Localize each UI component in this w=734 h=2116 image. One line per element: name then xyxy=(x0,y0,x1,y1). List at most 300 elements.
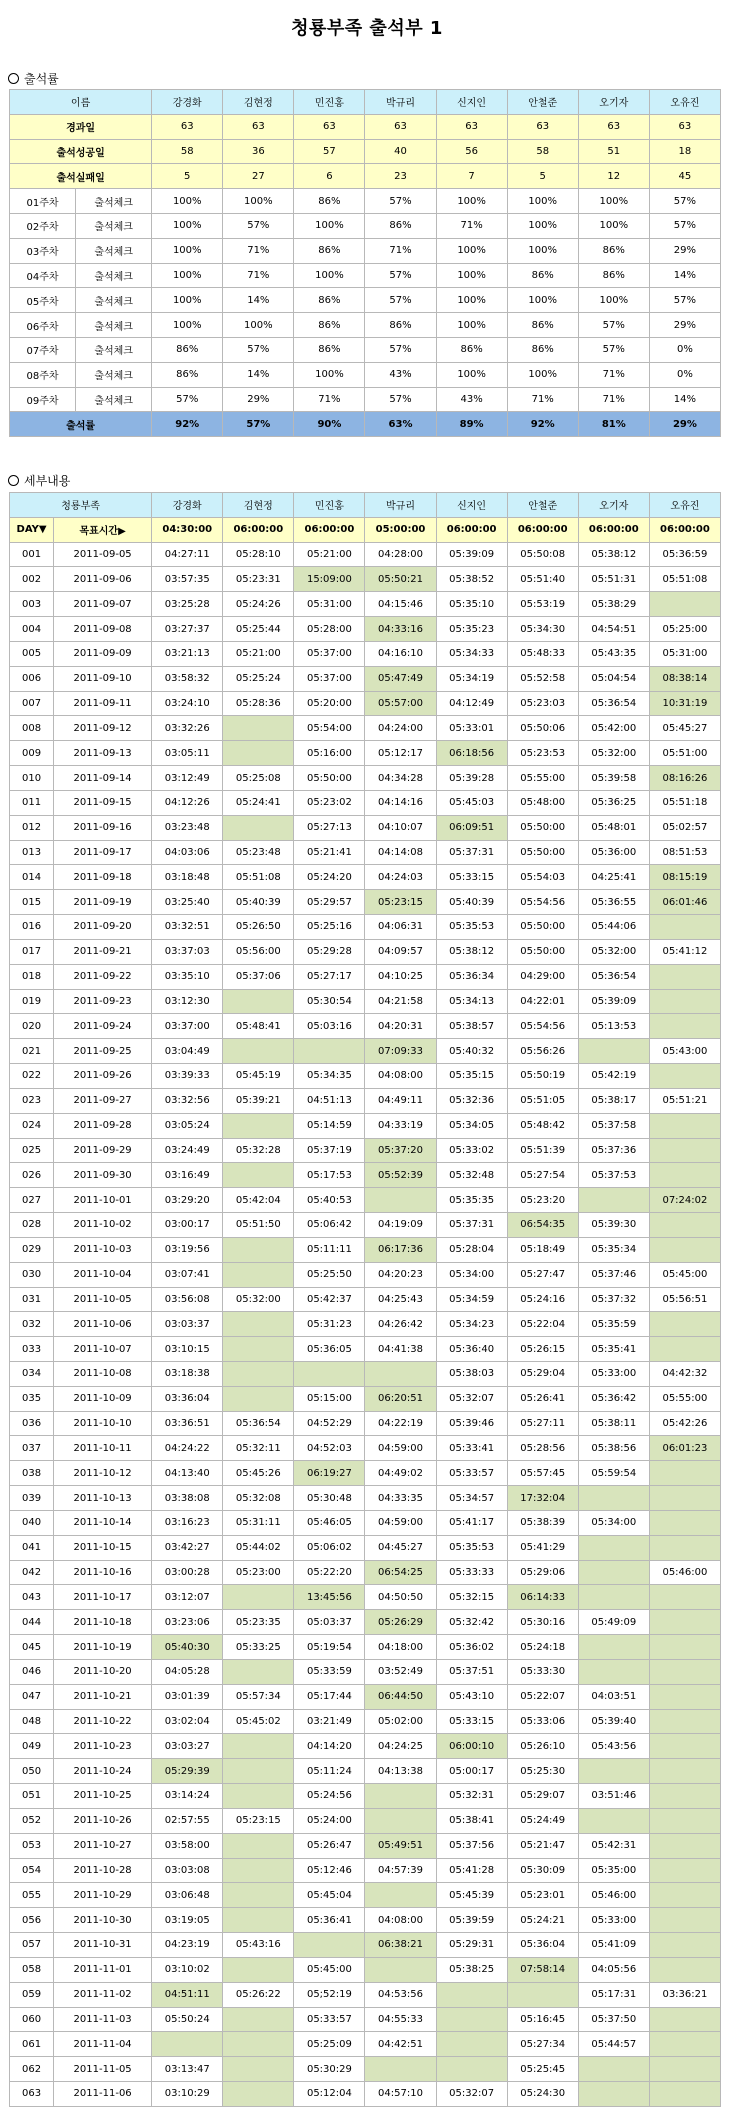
checkin-time-cell: 05:31:00 xyxy=(649,641,720,666)
checkin-time-cell: 05:37:58 xyxy=(578,1113,649,1138)
summary-row xyxy=(10,164,721,189)
summary-value: 58 xyxy=(152,139,223,164)
day-row xyxy=(10,1088,721,1113)
week-label: 02주차 xyxy=(10,213,76,238)
week-rate-value: 86% xyxy=(152,362,223,387)
day-row xyxy=(10,1287,721,1312)
checkin-time-cell: 05:28:56 xyxy=(507,1436,578,1461)
week-rate-value: 86% xyxy=(507,263,578,288)
day-number: 038 xyxy=(10,1461,54,1486)
day-number: 008 xyxy=(10,716,54,741)
day-number: 035 xyxy=(10,1386,54,1411)
late-time-cell xyxy=(223,1957,294,1982)
check-label: 출석체크 xyxy=(76,288,152,313)
week-rate-value: 100% xyxy=(507,362,578,387)
day-row xyxy=(10,1734,721,1759)
day-date: 2011-10-19 xyxy=(54,1635,152,1660)
late-time-cell xyxy=(223,716,294,741)
checkin-time-cell: 05:56:26 xyxy=(507,1039,578,1064)
checkin-time-cell: 05:40:39 xyxy=(223,890,294,915)
day-date: 2011-09-13 xyxy=(54,741,152,766)
checkin-time-cell: 05:37:56 xyxy=(436,1833,507,1858)
day-number: 039 xyxy=(10,1486,54,1511)
week-rate-value: 57% xyxy=(578,337,649,362)
day-row xyxy=(10,989,721,1014)
checkin-time-cell: 05:45:00 xyxy=(649,1262,720,1287)
week-rate-value: 86% xyxy=(365,213,436,238)
checkin-time-cell: 05:34:33 xyxy=(436,641,507,666)
late-time-cell xyxy=(223,1858,294,1883)
checkin-time-cell: 03:00:28 xyxy=(152,1560,223,1585)
checkin-time-cell: 05:50:00 xyxy=(507,815,578,840)
late-time-cell xyxy=(649,1138,720,1163)
checkin-time-cell: 05:23:02 xyxy=(294,790,365,815)
late-time-cell xyxy=(578,1039,649,1064)
day-date: 2011-10-13 xyxy=(54,1486,152,1511)
checkin-time-cell: 05:34:05 xyxy=(436,1113,507,1138)
day-row xyxy=(10,1411,721,1436)
late-time-cell xyxy=(649,2057,720,2082)
week-rate-value: 100% xyxy=(507,213,578,238)
checkin-time-cell: 05:32:00 xyxy=(578,939,649,964)
week-rate-value: 0% xyxy=(649,337,720,362)
checkin-time-cell: 05:40:53 xyxy=(294,1188,365,1213)
week-rate-value: 100% xyxy=(436,189,507,214)
day-date: 2011-09-22 xyxy=(54,964,152,989)
checkin-time-cell: 05:54:00 xyxy=(294,716,365,741)
checkin-time-cell: 03:57:35 xyxy=(152,567,223,592)
week-rate-value: 57% xyxy=(365,288,436,313)
day-row xyxy=(10,1163,721,1188)
week-rate-value: 100% xyxy=(507,288,578,313)
checkin-time-cell: 03:19:05 xyxy=(152,1908,223,1933)
week-rate-value: 71% xyxy=(365,238,436,263)
week-rate-value: 57% xyxy=(649,213,720,238)
checkin-time-cell: 05:17:31 xyxy=(578,1982,649,2007)
checkin-time-cell: 05:24:41 xyxy=(223,790,294,815)
checkin-time-cell: 05:32:31 xyxy=(436,1784,507,1809)
week-rate-value: 57% xyxy=(365,387,436,412)
checkin-time-cell: 03:04:49 xyxy=(152,1039,223,1064)
checkin-time-cell: 05:24:49 xyxy=(507,1808,578,1833)
summary-value: 63 xyxy=(507,114,578,139)
checkin-time-cell: 05:36:25 xyxy=(578,790,649,815)
checkin-time-cell: 05:33:41 xyxy=(436,1436,507,1461)
checkin-time-cell: 05:06:02 xyxy=(294,1535,365,1560)
summary-row xyxy=(10,139,721,164)
total-rate-value: 81% xyxy=(578,412,649,437)
checkin-time-cell: 05:27:17 xyxy=(294,964,365,989)
late-time-cell xyxy=(649,1585,720,1610)
day-number: 013 xyxy=(10,840,54,865)
checkin-time-cell: 04:21:58 xyxy=(365,989,436,1014)
day-number: 012 xyxy=(10,815,54,840)
checkin-time-cell: 05:33:57 xyxy=(436,1461,507,1486)
checkin-time-cell: 05:29:31 xyxy=(436,1933,507,1958)
late-time-cell xyxy=(223,1163,294,1188)
checkin-time-cell: 05:12:17 xyxy=(365,741,436,766)
late-time-cell xyxy=(649,1908,720,1933)
day-row xyxy=(10,1709,721,1734)
checkin-time-cell: 05:25:50 xyxy=(294,1262,365,1287)
day-date: 2011-10-08 xyxy=(54,1361,152,1386)
day-number: 041 xyxy=(10,1535,54,1560)
checkin-time-cell: 05:38:57 xyxy=(436,1014,507,1039)
checkin-time-cell: 05:14:59 xyxy=(294,1113,365,1138)
checkin-time-cell: 05:29:07 xyxy=(507,1784,578,1809)
late-time-cell xyxy=(223,989,294,1014)
day-row xyxy=(10,1312,721,1337)
checkin-time-cell: 05:36:04 xyxy=(507,1933,578,1958)
checkin-time-cell: 03:29:20 xyxy=(152,1188,223,1213)
day-date: 2011-09-06 xyxy=(54,567,152,592)
late-time-cell xyxy=(649,1858,720,1883)
checkin-time-cell: 03:12:49 xyxy=(152,766,223,791)
check-label: 출석체크 xyxy=(76,263,152,288)
checkin-time-cell: 05:41:12 xyxy=(649,939,720,964)
checkin-time-cell: 03:36:04 xyxy=(152,1386,223,1411)
day-number: 036 xyxy=(10,1411,54,1436)
late-time-cell xyxy=(223,2007,294,2032)
day-row xyxy=(10,2007,721,2032)
late-time-cell: 06:19:27 xyxy=(294,1461,365,1486)
late-time-cell: 05:26:29 xyxy=(365,1610,436,1635)
late-time-cell xyxy=(649,1237,720,1262)
day-number: 021 xyxy=(10,1039,54,1064)
checkin-time-cell: 05:43:35 xyxy=(578,641,649,666)
checkin-time-cell: 05:50:00 xyxy=(507,915,578,940)
checkin-time-cell: 05:38:39 xyxy=(507,1510,578,1535)
checkin-time-cell: 05:50:19 xyxy=(507,1064,578,1089)
checkin-time-cell: 05:39:28 xyxy=(436,766,507,791)
day-row xyxy=(10,2057,721,2082)
late-time-cell xyxy=(649,1933,720,1958)
week-rate-value: 100% xyxy=(152,189,223,214)
checkin-time-cell: 05:23:00 xyxy=(223,1560,294,1585)
day-date: 2011-09-25 xyxy=(54,1039,152,1064)
checkin-time-cell: 05:33:59 xyxy=(294,1659,365,1684)
day-number: 040 xyxy=(10,1510,54,1535)
checkin-time-cell: 04:52:29 xyxy=(294,1411,365,1436)
checkin-time-cell: 05:36:59 xyxy=(649,542,720,567)
day-number: 006 xyxy=(10,666,54,691)
checkin-time-cell: 05:31:23 xyxy=(294,1312,365,1337)
late-time-cell: 06:00:10 xyxy=(436,1734,507,1759)
day-number: 010 xyxy=(10,766,54,791)
checkin-time-cell: 05:35:41 xyxy=(578,1337,649,1362)
checkin-time-cell: 05:36:02 xyxy=(436,1635,507,1660)
late-time-cell xyxy=(649,1064,720,1089)
week-rate-value: 71% xyxy=(578,387,649,412)
checkin-time-cell: 05:15:00 xyxy=(294,1386,365,1411)
checkin-time-cell: 05:35:23 xyxy=(436,617,507,642)
day-date: 2011-09-29 xyxy=(54,1138,152,1163)
late-time-cell: 05:57:00 xyxy=(365,691,436,716)
member-name-header: 김현정 xyxy=(223,493,294,518)
week-rate-value: 57% xyxy=(365,263,436,288)
checkin-time-cell: 05:53:19 xyxy=(507,592,578,617)
day-date: 2011-10-31 xyxy=(54,1933,152,1958)
checkin-time-cell: 05:17:53 xyxy=(294,1163,365,1188)
checkin-time-cell: 05:30:16 xyxy=(507,1610,578,1635)
late-time-cell xyxy=(578,2057,649,2082)
checkin-time-cell: 05:41:28 xyxy=(436,1858,507,1883)
target-time-header: 목표시간▶ xyxy=(54,517,152,542)
day-date: 2011-09-23 xyxy=(54,989,152,1014)
checkin-time-cell: 05:32:00 xyxy=(578,741,649,766)
checkin-time-cell: 05:45:39 xyxy=(436,1883,507,1908)
checkin-time-cell: 04:06:31 xyxy=(365,915,436,940)
checkin-time-cell: 05:22:20 xyxy=(294,1560,365,1585)
summary-value: 58 xyxy=(507,139,578,164)
day-row xyxy=(10,1262,721,1287)
checkin-time-cell: 05:27:11 xyxy=(507,1411,578,1436)
late-time-cell: 07:09:33 xyxy=(365,1039,436,1064)
day-date: 2011-10-14 xyxy=(54,1510,152,1535)
checkin-time-cell: 05:28:00 xyxy=(294,617,365,642)
checkin-time-cell: 05:28:10 xyxy=(223,542,294,567)
late-time-cell xyxy=(649,989,720,1014)
checkin-time-cell: 05:35:10 xyxy=(436,592,507,617)
day-number: 022 xyxy=(10,1064,54,1089)
week-rate-value: 14% xyxy=(649,263,720,288)
week-label: 06주차 xyxy=(10,313,76,338)
late-time-cell xyxy=(649,2007,720,2032)
checkin-time-cell: 05:50:00 xyxy=(294,766,365,791)
summary-value: 40 xyxy=(365,139,436,164)
checkin-time-cell: 03:00:17 xyxy=(152,1213,223,1238)
member-name-header: 박규리 xyxy=(365,90,436,115)
day-row xyxy=(10,641,721,666)
late-time-cell xyxy=(294,1933,365,1958)
checkin-time-cell: 05:23:35 xyxy=(223,1610,294,1635)
week-rate-value: 100% xyxy=(436,238,507,263)
checkin-time-cell: 05:25:16 xyxy=(294,915,365,940)
late-time-cell xyxy=(649,964,720,989)
checkin-time-cell: 03:10:29 xyxy=(152,2082,223,2107)
day-date: 2011-10-06 xyxy=(54,1312,152,1337)
checkin-time-cell: 05:45:03 xyxy=(436,790,507,815)
checkin-time-cell: 05:32:07 xyxy=(436,1386,507,1411)
checkin-time-cell: 05:16:45 xyxy=(507,2007,578,2032)
checkin-time-cell: 05:48:42 xyxy=(507,1113,578,1138)
late-time-cell xyxy=(649,1759,720,1784)
late-time-cell xyxy=(223,1039,294,1064)
day-row xyxy=(10,1883,721,1908)
late-time-cell xyxy=(649,1957,720,1982)
checkin-time-cell: 05:33:00 xyxy=(578,1361,649,1386)
day-number: 051 xyxy=(10,1784,54,1809)
checkin-time-cell: 05:43:00 xyxy=(649,1039,720,1064)
week-row xyxy=(10,189,721,214)
member-name-header: 안철준 xyxy=(507,90,578,115)
checkin-time-cell: 05:45:19 xyxy=(223,1064,294,1089)
late-time-cell xyxy=(223,1908,294,1933)
week-rate-value: 57% xyxy=(365,337,436,362)
checkin-time-cell: 05:35:35 xyxy=(436,1188,507,1213)
checkin-time-cell: 05:37:36 xyxy=(578,1138,649,1163)
checkin-time-cell: 04:28:00 xyxy=(365,542,436,567)
checkin-time-cell: 05:32:48 xyxy=(436,1163,507,1188)
checkin-time-cell: 05:17:44 xyxy=(294,1684,365,1709)
checkin-time-cell: 05:33:33 xyxy=(436,1560,507,1585)
checkin-time-cell: 03:37:03 xyxy=(152,939,223,964)
day-number: 034 xyxy=(10,1361,54,1386)
checkin-time-cell: 03:25:28 xyxy=(152,592,223,617)
day-date: 2011-10-27 xyxy=(54,1833,152,1858)
checkin-time-cell: 05:30:29 xyxy=(294,2057,365,2082)
checkin-time-cell: 04:42:51 xyxy=(365,2032,436,2057)
checkin-time-cell: 04:03:51 xyxy=(578,1684,649,1709)
day-date: 2011-10-10 xyxy=(54,1411,152,1436)
checkin-time-cell: 05:27:34 xyxy=(507,2032,578,2057)
checkin-time-cell: 05:42:37 xyxy=(294,1287,365,1312)
checkin-time-cell: 05:37:50 xyxy=(578,2007,649,2032)
checkin-time-cell: 04:05:28 xyxy=(152,1659,223,1684)
day-row xyxy=(10,691,721,716)
checkin-time-cell: 05;52:19 xyxy=(294,1982,365,2007)
day-date: 2011-11-02 xyxy=(54,1982,152,2007)
late-time-cell xyxy=(223,1833,294,1858)
checkin-time-cell: 04:51:13 xyxy=(294,1088,365,1113)
checkin-time-cell: 05:34:57 xyxy=(436,1486,507,1511)
day-date: 2011-10-17 xyxy=(54,1585,152,1610)
week-rate-value: 43% xyxy=(436,387,507,412)
checkin-time-cell: 05:36:41 xyxy=(294,1908,365,1933)
day-date: 2011-09-05 xyxy=(54,542,152,567)
checkin-time-cell: 04:57:10 xyxy=(365,2082,436,2107)
checkin-time-cell: 05:32:15 xyxy=(436,1585,507,1610)
late-time-cell xyxy=(578,1659,649,1684)
checkin-time-cell: 05:36:54 xyxy=(578,964,649,989)
day-number: 049 xyxy=(10,1734,54,1759)
day-number: 028 xyxy=(10,1213,54,1238)
checkin-time-cell: 05:23:20 xyxy=(507,1188,578,1213)
checkin-time-cell: 05:38:12 xyxy=(578,542,649,567)
checkin-time-cell: 05:35:59 xyxy=(578,1312,649,1337)
member-name-header: 안철준 xyxy=(507,493,578,518)
late-time-cell xyxy=(649,1808,720,1833)
day-row xyxy=(10,1933,721,1958)
day-number: 002 xyxy=(10,567,54,592)
week-rate-value: 71% xyxy=(436,213,507,238)
week-rate-value: 100% xyxy=(152,238,223,263)
checkin-time-cell: 03:58:32 xyxy=(152,666,223,691)
day-number: 026 xyxy=(10,1163,54,1188)
checkin-time-cell: 05:26:47 xyxy=(294,1833,365,1858)
checkin-time-cell: 04:26:42 xyxy=(365,1312,436,1337)
summary-value: 27 xyxy=(223,164,294,189)
week-rate-value: 71% xyxy=(578,362,649,387)
checkin-time-cell: 05:36:05 xyxy=(294,1337,365,1362)
day-row xyxy=(10,567,721,592)
day-number: 048 xyxy=(10,1709,54,1734)
total-rate-value: 29% xyxy=(649,412,720,437)
checkin-time-cell: 05:37:00 xyxy=(294,641,365,666)
late-time-cell xyxy=(578,1585,649,1610)
day-date: 2011-10-24 xyxy=(54,1759,152,1784)
week-rate-value: 0% xyxy=(649,362,720,387)
checkin-time-cell: 05:32:00 xyxy=(223,1287,294,1312)
checkin-time-cell: 04:22:01 xyxy=(507,989,578,1014)
checkin-time-cell: 04:25:43 xyxy=(365,1287,436,1312)
checkin-time-cell: 05:51:39 xyxy=(507,1138,578,1163)
day-number: 029 xyxy=(10,1237,54,1262)
late-time-cell: 06:01:46 xyxy=(649,890,720,915)
late-time-cell: 08:16:26 xyxy=(649,766,720,791)
target-time-value: 06:00:00 xyxy=(578,517,649,542)
checkin-time-cell: 05:55:00 xyxy=(649,1386,720,1411)
check-label: 출석체크 xyxy=(76,213,152,238)
week-rate-value: 100% xyxy=(578,189,649,214)
checkin-time-cell: 05:48:33 xyxy=(507,641,578,666)
day-date: 2011-09-17 xyxy=(54,840,152,865)
target-time-value: 04:30:00 xyxy=(152,517,223,542)
section-details-label: 세부내용 xyxy=(24,474,71,488)
checkin-time-cell: 04:53:56 xyxy=(365,1982,436,2007)
checkin-time-cell: 05:21:00 xyxy=(294,542,365,567)
member-name-header: 오유진 xyxy=(649,493,720,518)
checkin-time-cell: 04:49:02 xyxy=(365,1461,436,1486)
checkin-time-cell: 05:54:56 xyxy=(507,890,578,915)
checkin-time-cell: 05:36:40 xyxy=(436,1337,507,1362)
checkin-time-cell: 05:35:53 xyxy=(436,1535,507,1560)
checkin-time-cell: 05:51:08 xyxy=(649,567,720,592)
checkin-time-cell: 03:05:24 xyxy=(152,1113,223,1138)
late-time-cell xyxy=(223,2057,294,2082)
day-number: 057 xyxy=(10,1933,54,1958)
checkin-time-cell: 04:52:03 xyxy=(294,1436,365,1461)
day-row xyxy=(10,1461,721,1486)
day-row xyxy=(10,1237,721,1262)
checkin-time-cell: 05:31:11 xyxy=(223,1510,294,1535)
checkin-time-cell: 05:02:00 xyxy=(365,1709,436,1734)
detail-table xyxy=(9,492,721,2107)
day-row xyxy=(10,1436,721,1461)
checkin-time-cell: 05:51:08 xyxy=(223,865,294,890)
late-time-cell: 05:50:21 xyxy=(365,567,436,592)
checkin-time-cell: 05:51:31 xyxy=(578,567,649,592)
checkin-time-cell: 05:32:42 xyxy=(436,1610,507,1635)
day-number: 058 xyxy=(10,1957,54,1982)
week-rate-value: 100% xyxy=(436,288,507,313)
day-number: 044 xyxy=(10,1610,54,1635)
day-row xyxy=(10,1808,721,1833)
summary-value: 5 xyxy=(507,164,578,189)
checkin-time-cell: 05:50:08 xyxy=(507,542,578,567)
week-row xyxy=(10,288,721,313)
day-number: 016 xyxy=(10,915,54,940)
day-number: 053 xyxy=(10,1833,54,1858)
member-name-header: 신지인 xyxy=(436,493,507,518)
day-date: 2011-10-22 xyxy=(54,1709,152,1734)
day-row xyxy=(10,915,721,940)
week-rate-value: 100% xyxy=(223,189,294,214)
checkin-time-cell: 05:03:37 xyxy=(294,1610,365,1635)
checkin-time-cell: 05:50:00 xyxy=(507,939,578,964)
checkin-time-cell: 04:57:39 xyxy=(365,1858,436,1883)
day-number: 060 xyxy=(10,2007,54,2032)
day-date: 2011-10-30 xyxy=(54,1908,152,1933)
checkin-time-cell: 05:27:13 xyxy=(294,815,365,840)
checkin-time-cell: 05:50:06 xyxy=(507,716,578,741)
late-time-cell xyxy=(649,1312,720,1337)
summary-label: 출석성공일 xyxy=(10,139,152,164)
checkin-time-cell: 05:51:21 xyxy=(649,1088,720,1113)
target-time-value: 06:00:00 xyxy=(294,517,365,542)
day-number: 061 xyxy=(10,2032,54,2057)
checkin-time-cell: 05:24:30 xyxy=(507,2082,578,2107)
